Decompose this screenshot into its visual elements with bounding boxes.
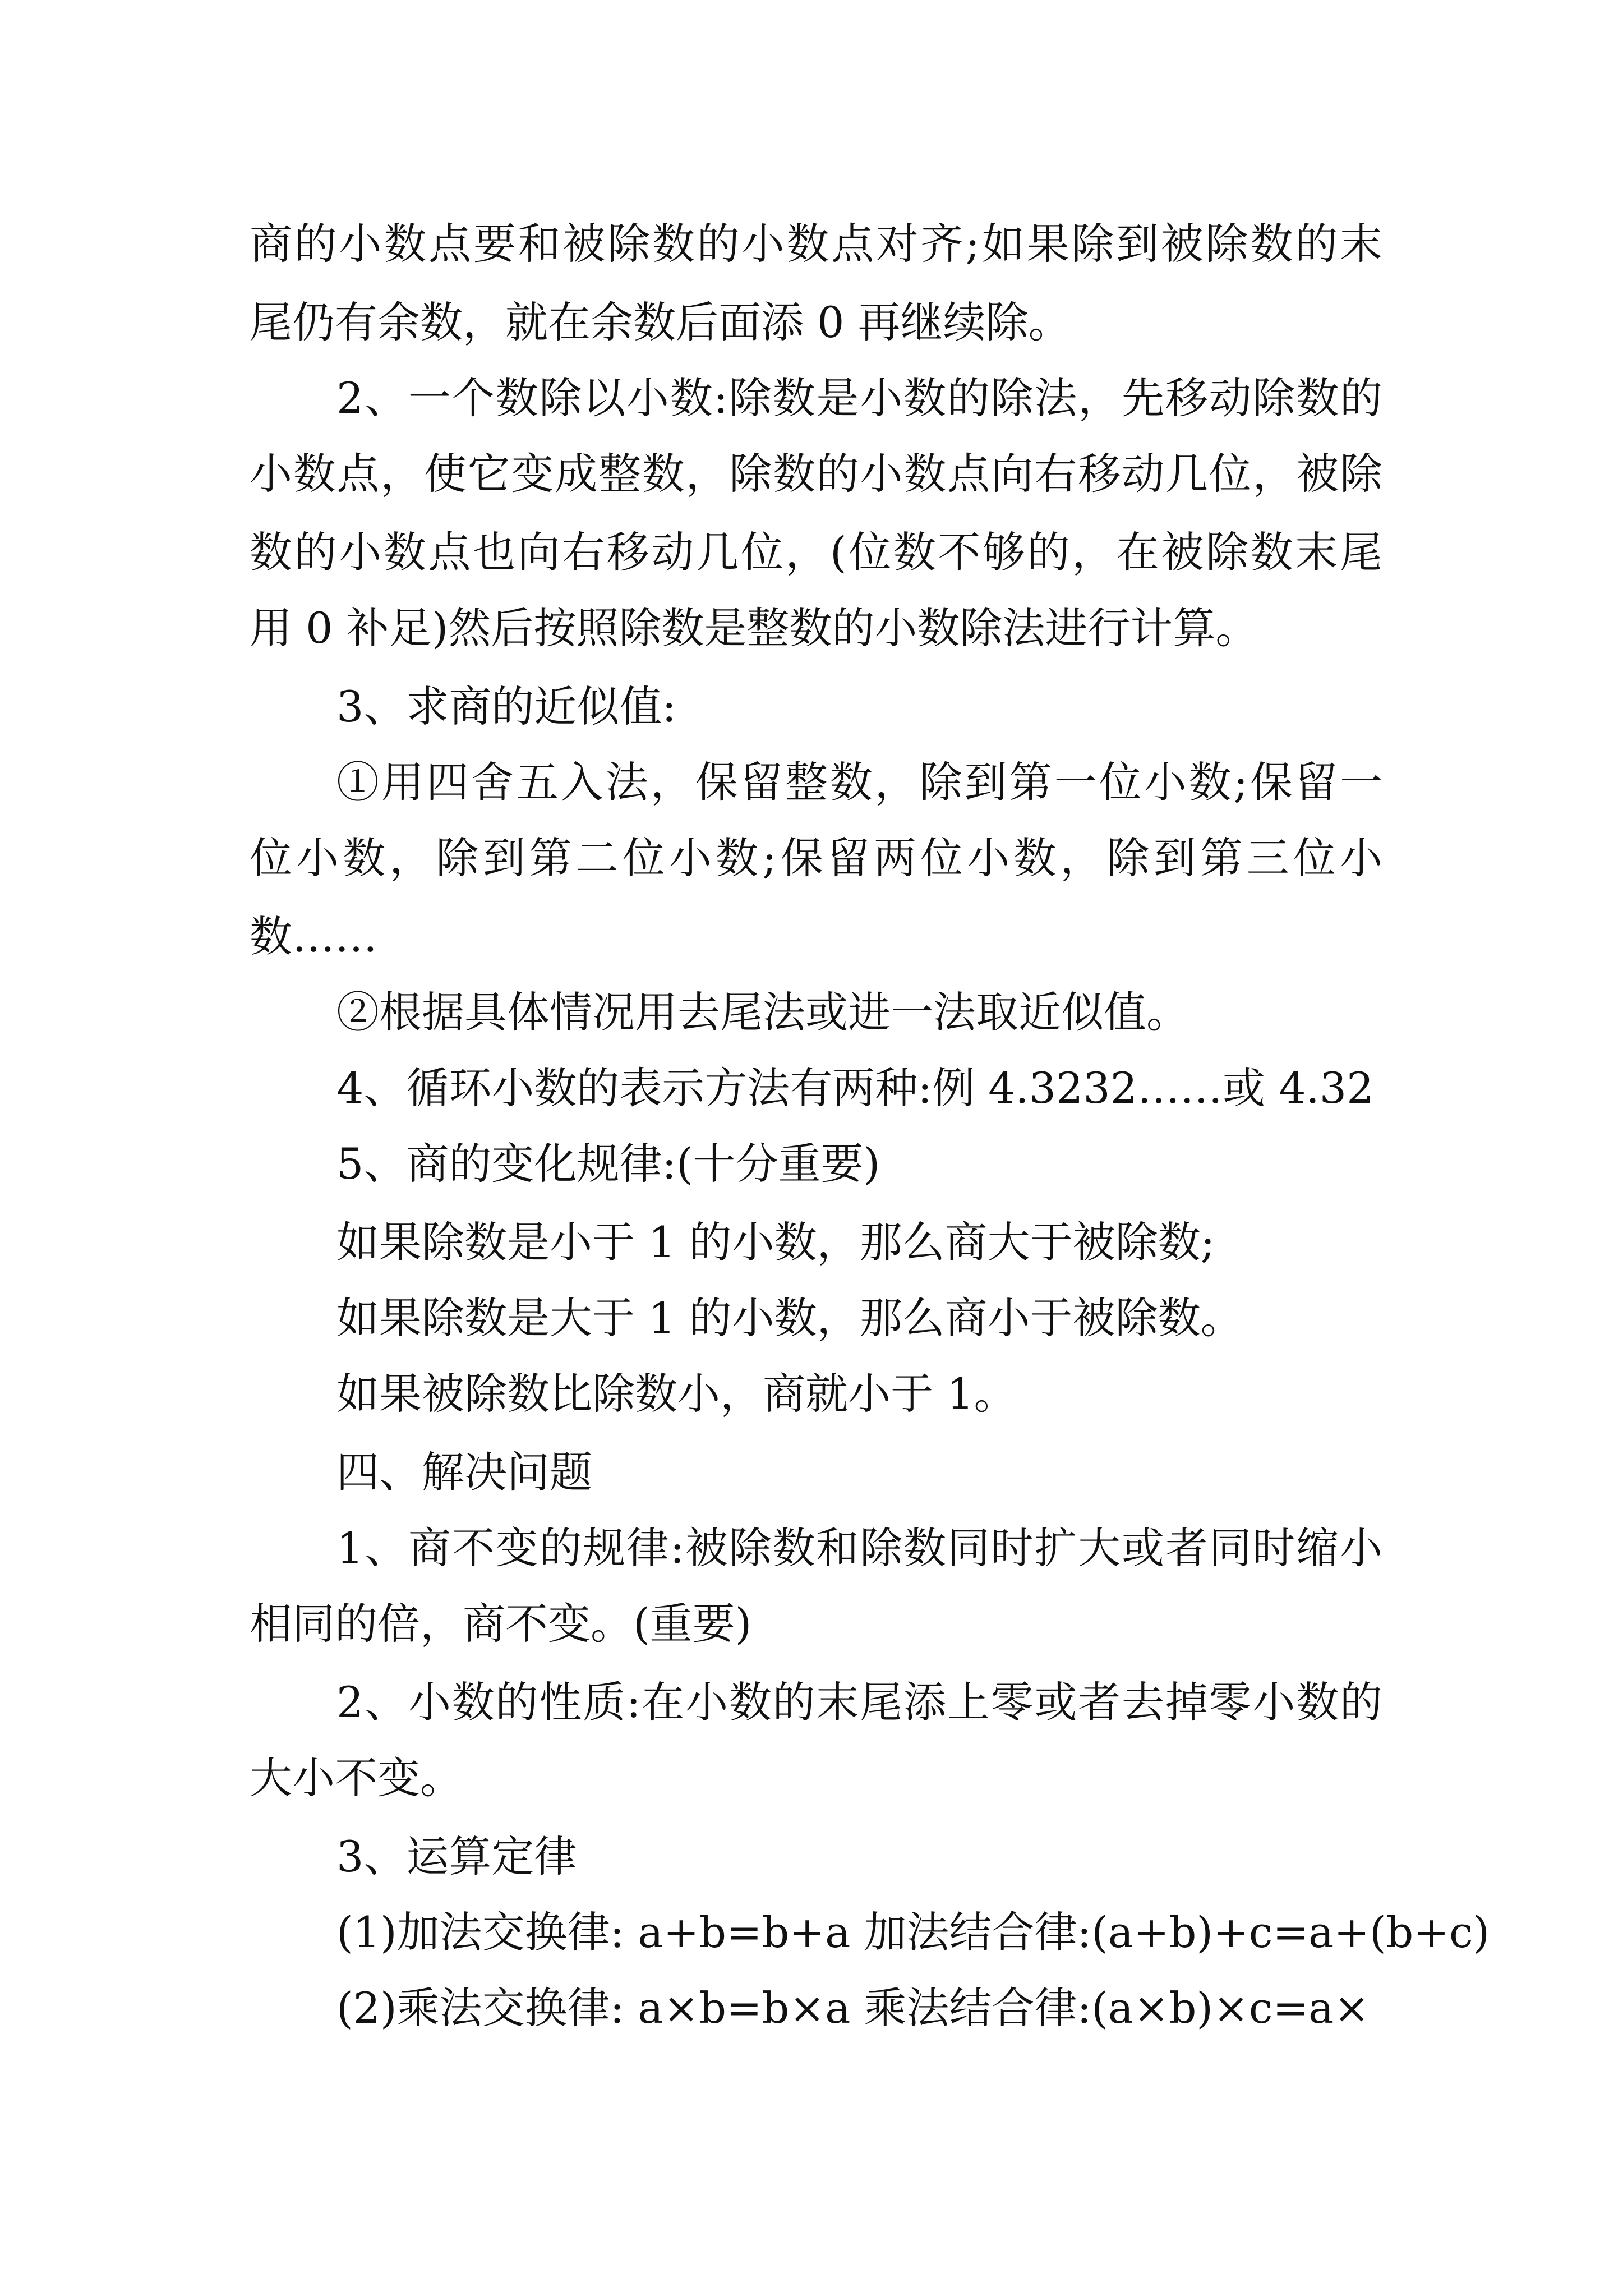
text-line: 尾仍有余数，就在余数后面添 0 再继续除。 <box>250 297 1071 347</box>
text-line: 位小数，除到第二位小数;保留两位小数，除到第三位小 <box>250 833 1382 883</box>
text-line: 3、运算定律 <box>336 1832 577 1881</box>
text-line: 3、求商的近似值: <box>336 682 676 731</box>
text-line: 如果被除数比除数小，商就小于 1。 <box>336 1369 1017 1419</box>
text-line: 小数点，使它变成整数，除数的小数点向右移动几位，被除 <box>250 449 1382 499</box>
text-line: 大小不变。 <box>250 1753 463 1803</box>
text-line: ①用四舍五入法，保留整数，除到第一位小数;保留一 <box>336 757 1382 807</box>
text-line: 商的小数点要和被除数的小数点对齐;如果除到被除数的末 <box>250 219 1382 269</box>
text-line: 数…… <box>250 912 377 961</box>
text-line: 用 0 补足)然后按照除数是整数的小数除法进行计算。 <box>250 603 1258 653</box>
formula-line: (1)加法交换律: a+b=b+a 加法结合律:(a+b)+c=a+(b+c) <box>336 1907 1490 1957</box>
text-line: ②根据具体情况用去尾法或进一法取近似值。 <box>336 987 1189 1037</box>
formula-line: (2)乘法交换律: a×b=b×a 乘法结合律:(a×b)×c=a× <box>336 1983 1370 2033</box>
text-line: 2、小数的性质:在小数的末尾添上零或者去掉零小数的 <box>336 1677 1382 1727</box>
section-heading: 四、解决问题 <box>336 1447 592 1497</box>
text-line: 如果除数是小于 1 的小数，那么商大于被除数; <box>336 1217 1215 1267</box>
text-line: 1、商不变的规律:被除数和除数同时扩大或者同时缩小 <box>336 1523 1382 1573</box>
text-line: 4、循环小数的表示方法有两种:例 4.3232……或 4.32 <box>336 1063 1374 1113</box>
text-line: 如果除数是大于 1 的小数，那么商小于被除数。 <box>336 1293 1243 1343</box>
text-line: 数的小数点也向右移动几位，(位数不够的，在被除数末尾 <box>250 527 1382 577</box>
text-line: 相同的倍，商不变。(重要) <box>250 1599 752 1649</box>
text-line: 2、一个数除以小数:除数是小数的除法，先移动除数的 <box>336 373 1382 423</box>
text-line: 5、商的变化规律:(十分重要) <box>336 1139 880 1189</box>
